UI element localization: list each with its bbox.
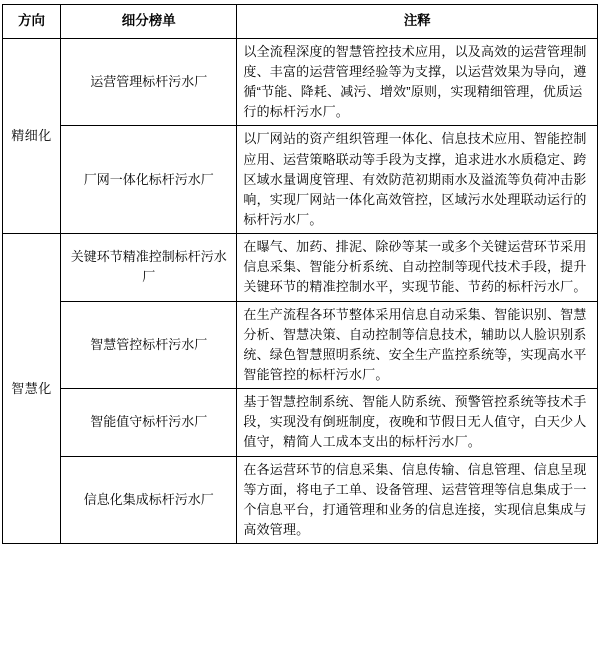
column-header-direction: 方向 bbox=[3, 5, 61, 39]
list-cell: 信息化集成标杆污水厂 bbox=[61, 456, 237, 544]
table-header-row bbox=[3, 5, 598, 39]
table-row bbox=[3, 389, 598, 456]
note-cell: 在曝气、加药、排泥、除砂等某一或多个关键运营环节采用信息采集、智能分析系统、自动控制等现代技术手段，提升关键环节的精准控制水平，实现节能、节药的标杆污水厂。 bbox=[237, 234, 598, 301]
column-header-list: 细分榜单 bbox=[61, 5, 237, 39]
note-cell: 基于智慧控制系统、智能人防系统、预警管控系统等技术手段，实现没有倒班制度，夜晚和节假日无人值守，白天少人值守，精简人工成本支出的标杆污水厂。 bbox=[237, 389, 598, 456]
list-cell: 厂网一体化标杆污水厂 bbox=[61, 126, 237, 234]
direction-cell: 精细化 bbox=[3, 38, 61, 233]
table-row bbox=[3, 38, 598, 126]
list-cell: 关键环节精准控制标杆污水厂 bbox=[61, 234, 237, 301]
direction-cell: 智慧化 bbox=[3, 234, 61, 544]
list-cell: 智能值守标杆污水厂 bbox=[61, 389, 237, 456]
note-cell: 以厂网站的资产组织管理一体化、信息技术应用、智能控制应用、运营策略联动等手段为支撑，追求进水水质稳定、跨区域水量调度管理、有效防范初期雨水及溢流等负荷冲击影响，实现厂网站一体化高效管控，区域污水处理联动运行的标杆污水厂。 bbox=[237, 126, 598, 234]
standard-plants-table bbox=[2, 4, 598, 544]
list-cell: 智慧管控标杆污水厂 bbox=[61, 301, 237, 389]
table-row bbox=[3, 456, 598, 544]
list-cell: 运营管理标杆污水厂 bbox=[61, 38, 237, 126]
table-row bbox=[3, 301, 598, 389]
column-header-note: 注释 bbox=[237, 5, 598, 39]
note-cell: 在生产流程各环节整体采用信息自动采集、智能识别、智慧分析、智慧决策、自动控制等信息技术，辅助以人脸识别系统、绿色智慧照明系统、安全生产监控系统等，实现高水平智能管控的标杆污水厂。 bbox=[237, 301, 598, 389]
table-row bbox=[3, 234, 598, 301]
table-row bbox=[3, 126, 598, 234]
note-cell: 以全流程深度的智慧管控技术应用，以及高效的运营管理制度、丰富的运营管理经验等为支撑，以运营效果为导向，遵循“节能、降耗、减污、增效”原则，实现精细管理，优质运行的标杆污水厂。 bbox=[237, 38, 598, 126]
note-cell: 在各运营环节的信息采集、信息传输、信息管理、信息呈现等方面，将电子工单、设备管理、运营管理等信息集成于一个信息平台，打通管理和业务的信息连接，实现信息集成与高效管理。 bbox=[237, 456, 598, 544]
